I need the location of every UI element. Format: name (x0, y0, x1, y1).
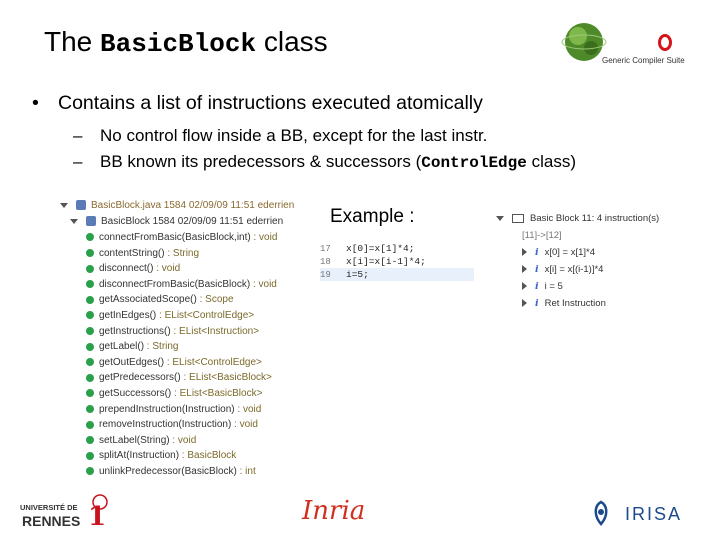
irisa-logo-text: IRISA (625, 504, 683, 524)
basic-block-node[interactable]: Basic Block 11: 4 instruction(s) (496, 210, 659, 227)
outline-method[interactable]: splitAt(Instruction) : BasicBlock (86, 448, 236, 464)
outline-method[interactable]: contentString() : String (86, 246, 199, 262)
outline-file[interactable]: BasicBlock.java 1584 02/09/09 11:51 ederrien (60, 198, 294, 214)
gcs-o-mark (658, 34, 672, 51)
outline-method[interactable]: disconnectFromBasic(BasicBlock) : void (86, 277, 277, 293)
rennes-logo-top-text: UNIVERSITÉ DE (20, 503, 78, 512)
instruction-icon: i (535, 247, 539, 258)
rennes-logo-main-text: RENNES (22, 513, 81, 529)
sub-bullet-1: – No control flow inside a BB, except for the last instr. (73, 126, 488, 145)
instruction-icon: i (535, 281, 539, 292)
tree-instruction[interactable]: i i = 5 (522, 278, 563, 295)
class-icon (86, 216, 96, 226)
public-method-icon (86, 374, 94, 382)
rennes-logo-number: 1 (88, 502, 107, 532)
public-method-icon (86, 452, 94, 460)
public-method-icon (86, 265, 94, 273)
sub-bullet-2: – BB known its predecessors & successors (ControlEdge class) (73, 152, 576, 172)
title-code: BasicBlock (100, 29, 257, 59)
public-method-icon (86, 421, 94, 429)
tree-instruction[interactable]: i x[i] = x[(i-1)]*4 (522, 261, 603, 278)
example-label: Example : (330, 206, 415, 227)
public-method-icon (86, 233, 94, 241)
outline-method[interactable]: getSuccessors() : EList<BasicBlock> (86, 386, 262, 402)
public-method-icon (86, 327, 94, 335)
outline-method[interactable]: setLabel(String) : void (86, 433, 196, 449)
gcs-logo-text: Generic Compiler Suite (602, 56, 685, 65)
java-file-icon (76, 200, 86, 210)
code-line: 18 x[i]=x[i-1]*4; (320, 256, 426, 267)
tree-edge-item: [11]->[12] (522, 230, 562, 241)
outline-method[interactable]: getInEdges() : EList<ControlEdge> (86, 308, 254, 324)
bullet-main: • Contains a list of instructions executed atomically (32, 92, 483, 114)
outline-method[interactable]: getInstructions() : EList<Instruction> (86, 324, 259, 340)
public-method-icon (86, 405, 94, 413)
inria-logo: Inria (302, 496, 366, 526)
outline-method[interactable]: connectFromBasic(BasicBlock,int) : void (86, 230, 277, 246)
code-line-highlighted: 19 i=5; (320, 268, 474, 281)
outline-method[interactable]: removeInstruction(Instruction) : void (86, 417, 258, 433)
instruction-icon: i (535, 298, 539, 309)
outline-method[interactable]: unlinkPredecessor(BasicBlock) : int (86, 464, 256, 480)
outline-method[interactable]: getPredecessors() : EList<BasicBlock> (86, 370, 272, 386)
public-method-icon (86, 467, 94, 475)
public-method-icon (86, 343, 94, 351)
eclipse-outline-view (60, 198, 295, 480)
outline-method[interactable]: prependInstruction(Instruction) : void (86, 402, 261, 418)
code-snippet (320, 242, 474, 284)
public-method-icon (86, 280, 94, 288)
public-method-icon (86, 358, 94, 366)
code-line: 17 x[0]=x[1]*4; (320, 243, 415, 254)
public-method-icon (86, 296, 94, 304)
public-method-icon (86, 311, 94, 319)
outline-method[interactable]: getAssociatedScope() : Scope (86, 292, 234, 308)
public-method-icon (86, 249, 94, 257)
block-icon (512, 214, 524, 223)
public-method-icon (86, 436, 94, 444)
outline-method[interactable]: getOutEdges() : EList<ControlEdge> (86, 355, 262, 371)
generic-compiler-suite-logo (558, 20, 698, 78)
slide-title: The BasicBlock class (44, 26, 328, 59)
tree-instruction[interactable]: i x[0] = x[1]*4 (522, 244, 595, 261)
basic-block-tree (496, 210, 696, 314)
tree-instruction[interactable]: i Ret Instruction (522, 295, 606, 312)
instruction-icon: i (535, 264, 539, 275)
outline-method[interactable]: getLabel() : String (86, 339, 179, 355)
outline-class[interactable]: BasicBlock 1584 02/09/09 11:51 ederrien (70, 214, 283, 230)
outline-method[interactable]: disconnect() : void (86, 261, 180, 277)
irisa-logo-mark (590, 500, 612, 526)
public-method-icon (86, 389, 94, 397)
